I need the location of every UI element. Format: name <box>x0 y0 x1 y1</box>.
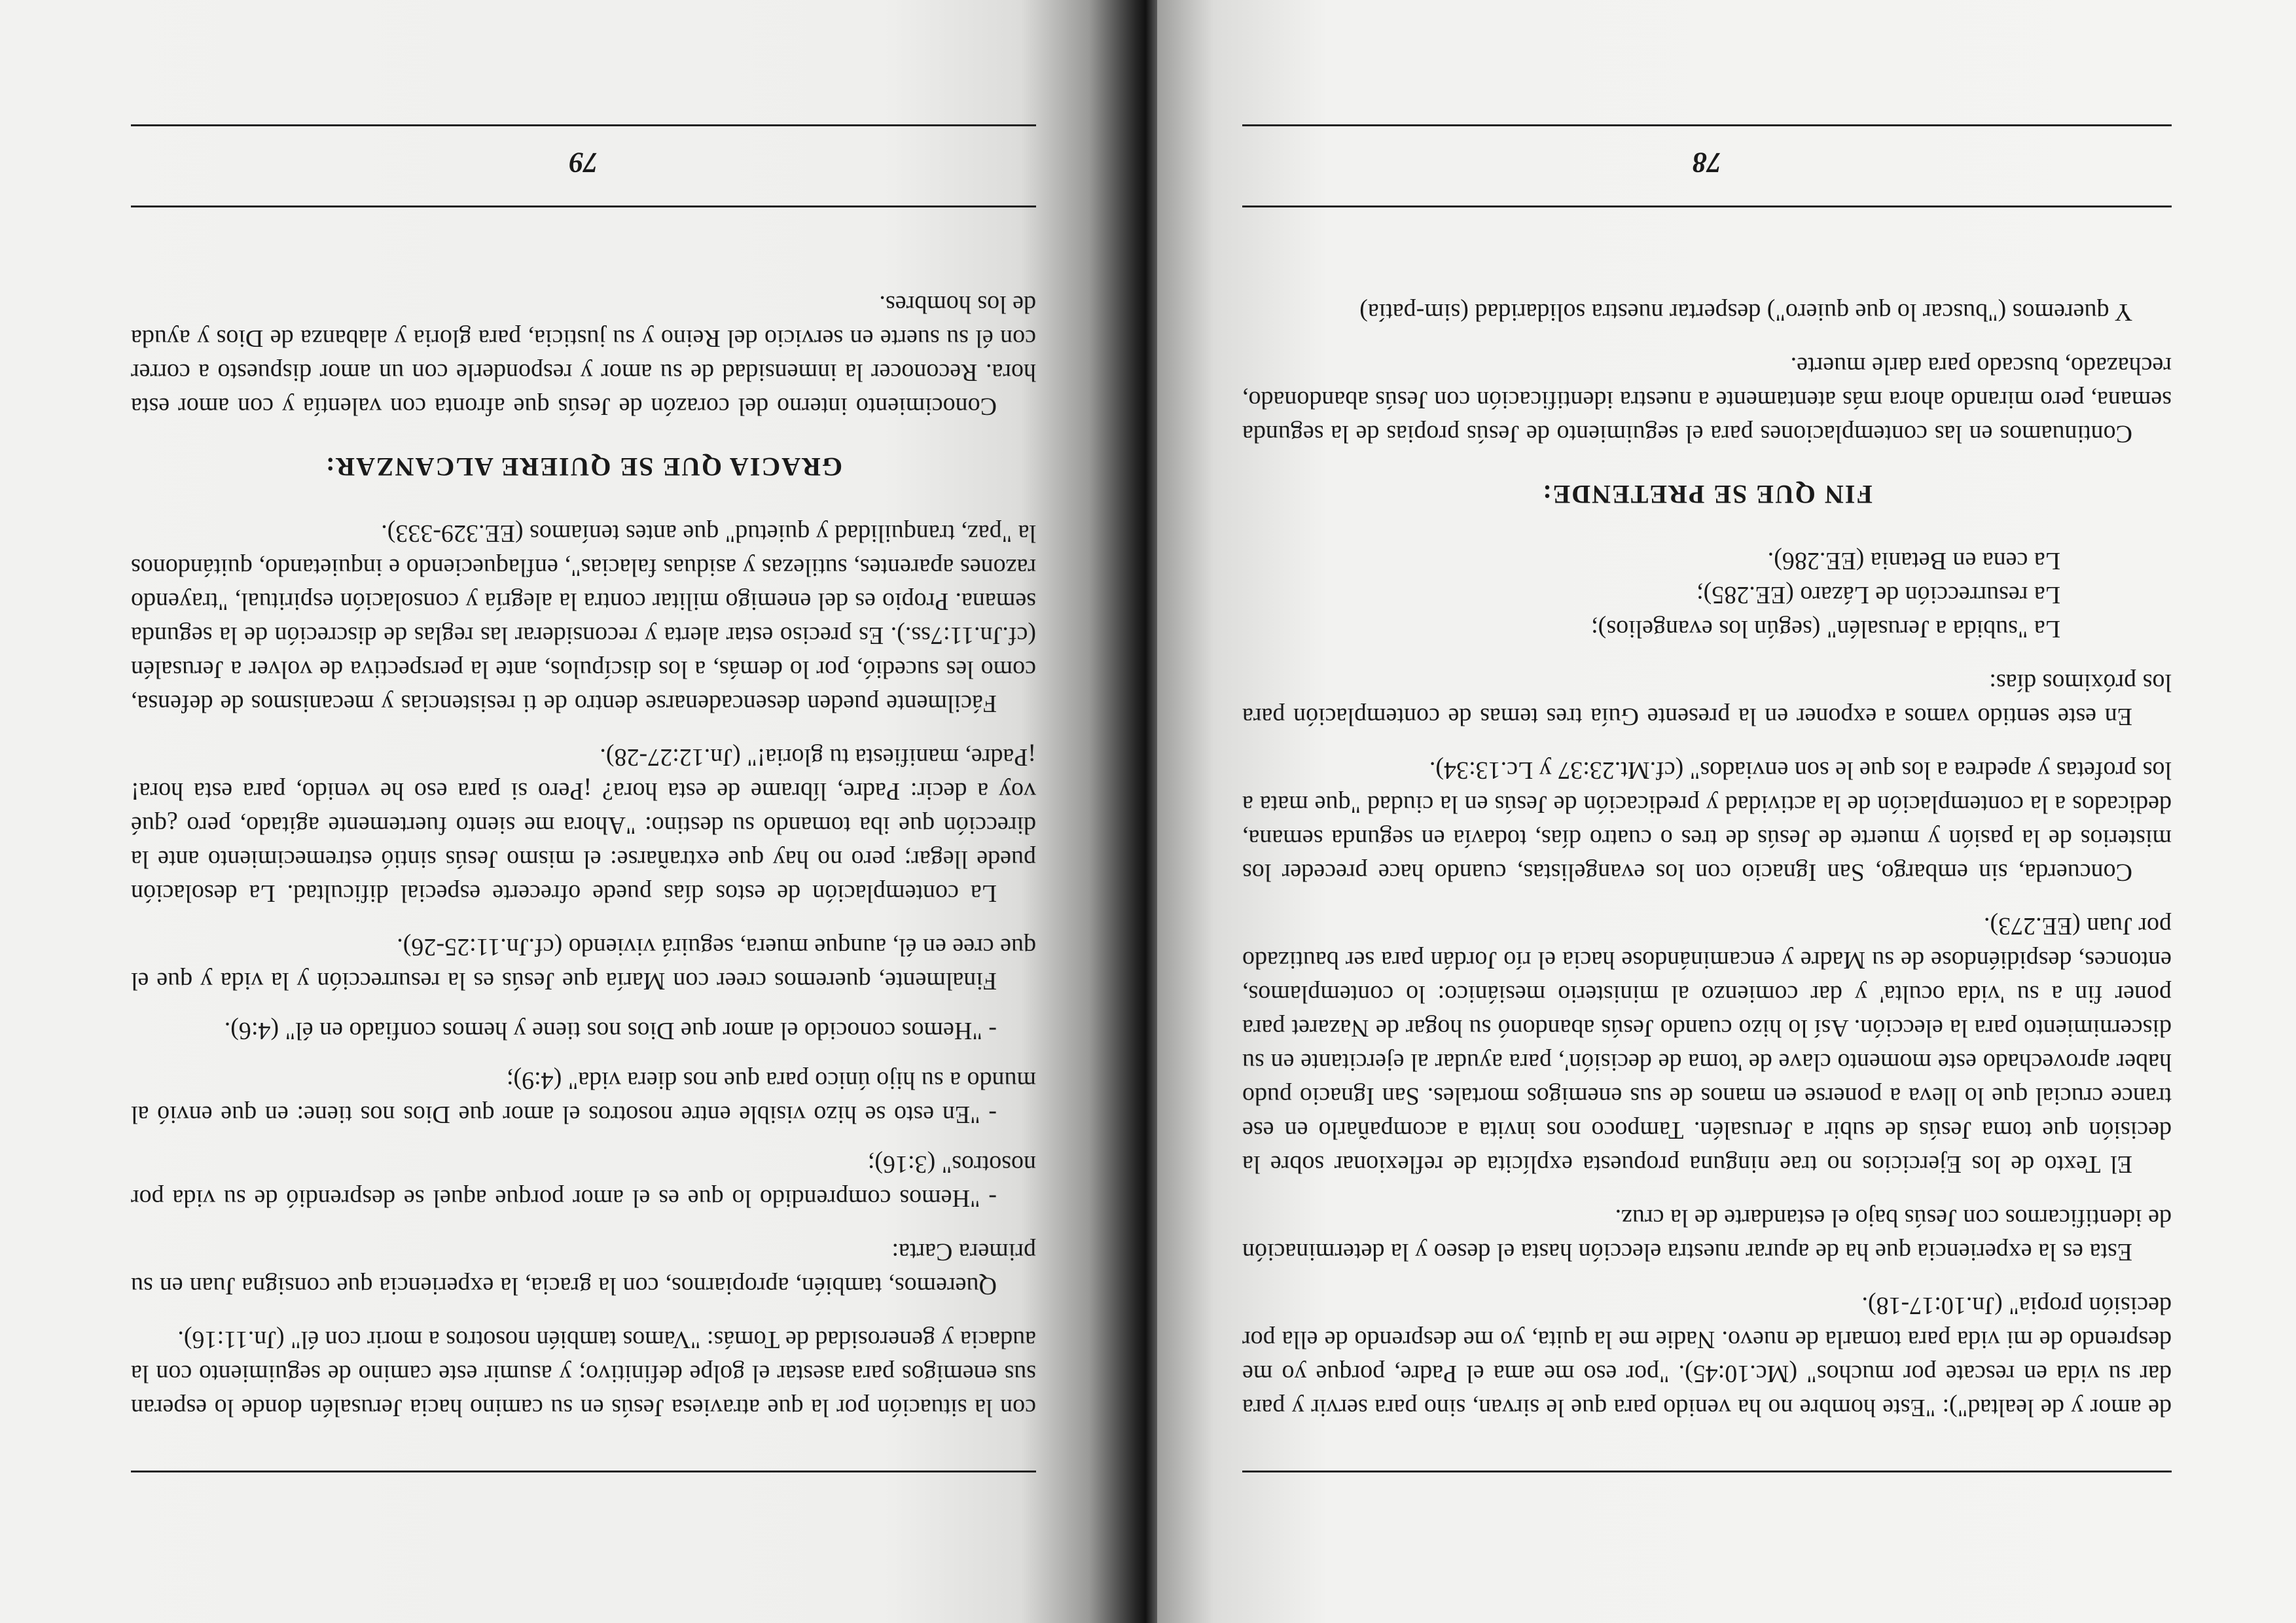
page-footer <box>1242 124 2172 207</box>
paragraph: Y queremos ("buscar lo que quiero") despertar nuestra solidaridad (sim-patía) <box>1359 298 2132 326</box>
topic-list <box>1242 544 2172 646</box>
footer-rule <box>1242 124 2172 126</box>
paragraph: En este sentido vamos a exponer en la presente Guía tres temas de contemplación para los próximos días: <box>1242 669 2172 730</box>
section-heading: GRACIA QUE SE QUIERE ALCANZAR: <box>324 452 843 482</box>
paragraph: Esta es la experiencia que ha de apurar nuestra elección hasta el deseo y la determinación de identificarnos con Jesús bajo el estandarte de la cruz. <box>1242 1204 2172 1266</box>
list-item: La resurrección de Lázaro (EE.285); <box>1696 581 2060 609</box>
list-item: La "subida a Jerusalén" (según los evangelios); <box>1591 615 2060 643</box>
paragraph: La contemplación de estos días puede ofrecerte especial dificultad. La desolación puede llegar; pero no hay que extrañarse: el mismo Jesús sintió estremecimiento ante la dirección que iba tomando su destino: "Ahora me siento fuertemente agitado, pero ¿qué voy a decir: Padre, líbrame de esta hora? ¡Pero si para eso he venido, para esta hora! ¡Padre, manifiesta tu gloria!" (Jn.12:27-28). <box>131 743 1036 907</box>
top-rule <box>131 1471 1036 1472</box>
page-footer <box>131 124 1036 207</box>
list-item: La cena en Betania (EE.286). <box>1767 547 2060 575</box>
page-number: 79 <box>569 147 598 179</box>
top-rule <box>1242 1471 2172 1472</box>
footer-rule <box>1242 205 2172 207</box>
quote-item: - "Hemos conocido el amor que Dios nos tiene y hemos confiado en él" (4:6). <box>224 1017 997 1044</box>
book-gutter <box>1134 0 1157 1623</box>
page-number: 78 <box>1693 147 1721 179</box>
page-78-body <box>1242 295 2172 1425</box>
page-79-body <box>131 287 1036 1425</box>
quote-item: - "Hemos comprendido lo que es el amor porque aquel se desprendió de su vida por nosotros" (3:16); <box>131 1150 1036 1212</box>
page-78 <box>1157 0 2296 1623</box>
page-79 <box>0 0 1134 1623</box>
paragraph: Queremos, también, apropiarnos, con la gracia, la experiencia que consigna Juan en su primera Carta: <box>131 1238 1036 1300</box>
paragraph: Conocimiento interno del corazón de Jesús que afronta con valentía y con amor esta hora. Reconocer la inmensidad de su amor y responderle con un amor dispuesto a correr con él su suerte en servicio del Reino y su justicia, para gloria y alabanza de Dios y ayuda de los hombres. <box>131 291 1036 420</box>
footer-rule <box>131 205 1036 207</box>
paragraph: El Texto de los Ejercicios no trae ninguna propuesta explícita de reflexionar sobre la decisión que toma Jesús de subir a Jerusalén. Tampoco nos invita a acompañarlo en ese trance crucial que lo lleva a ponerse en manos de sus enemigos mortales. San Ignacio pudo haber aprovechado este momento clave de 'toma de decisión', para ayudar al ejercitante en su discernimiento para la elección. Así lo hizo cuando Jesús abandonó su hogar de Nazaret para poner fin a su 'vida oculta' y dar comienzo al ministerio mesiánico: lo contemplamos, entonces, despidiéndose de su Madre y encaminándose hacia el río Jordán para ser bautizado por Juan (EE.273). <box>1242 912 2172 1178</box>
quote-item: - "En esto se hizo visible entre nosotros el amor que Dios nos tiene: en que envió al mundo a su hijo único para que nos diera vida" (4:9); <box>131 1067 1036 1128</box>
paragraph: Continuamos en las contemplaciones para el seguimiento de Jesús propias de la segunda semana, pero mirando ahora más atentamente a nuestra identificación con Jesús abandonado, rechazado, buscado para darle muerte. <box>1242 352 2172 448</box>
section-heading: FIN QUE SE PRETENDE: <box>1541 480 1873 509</box>
paragraph: Fácilmente pueden desencadenarse dentro de ti resistencias y mecanismos de defensa, como les sucedió, por lo demás, a los discípulos, ante la perspectiva de volver a Jerusalén (cf.Jn.11:7ss.). Es preciso estar alerta y reconsiderar las reglas de discreción de la segunda semana. Propio es del enemigo militar contra la alegría y consolación espiritual, "trayendo razones aparentes, sutilezas y asiduas falacias", enflaqueciendo e inquietando, quitándonos la "paz, tranquilidad y quietud" que antes teníamos (EE.329-333). <box>131 520 1036 717</box>
footer-rule <box>131 124 1036 126</box>
paragraph: de amor y de lealtad"): "Este hombre no ha venido para que le sirvan, sino para servir y para dar su vida en rescate por muchos" (Mc.10:45). "por eso me ama el Padre, porque yo me desprendo de mi vida para tomarla de nuevo. Nadie me la quita, yo me desprendo de ella por decisión propia" (Jn.10:17-18). <box>1242 1292 2172 1421</box>
paragraph: Concuerda, sin embargo, San Ignacio con los evangelistas, cuando hace preceder los misterios de la pasión y muerte de Jesús de tres o cuatro días, todavía en segunda semana, dedicados a la contemplación de la actividad y predicación de Jesús en la ciudad "que mata a los profetas y apedrea a los que le son enviados" (cf.Mt.23:37 y Lc.13:34). <box>1242 757 2172 886</box>
paragraph: con la situación por la que atraviesa Jesús en su camino hacia Jerusalén donde lo esperan sus enemigos para asestar el golpe definitivo; y asumir este camino de seguimiento con la audacia y generosidad de Tomás: "Vamos también nosotros a morir con él" (Jn.11:16). <box>131 1326 1036 1421</box>
paragraph: Finalmente, queremos creer con María que Jesús es la resurrección y la vida y que el que cree en él, aunque muera, seguirá viviendo (cf.Jn.11:25-26). <box>131 933 1036 995</box>
